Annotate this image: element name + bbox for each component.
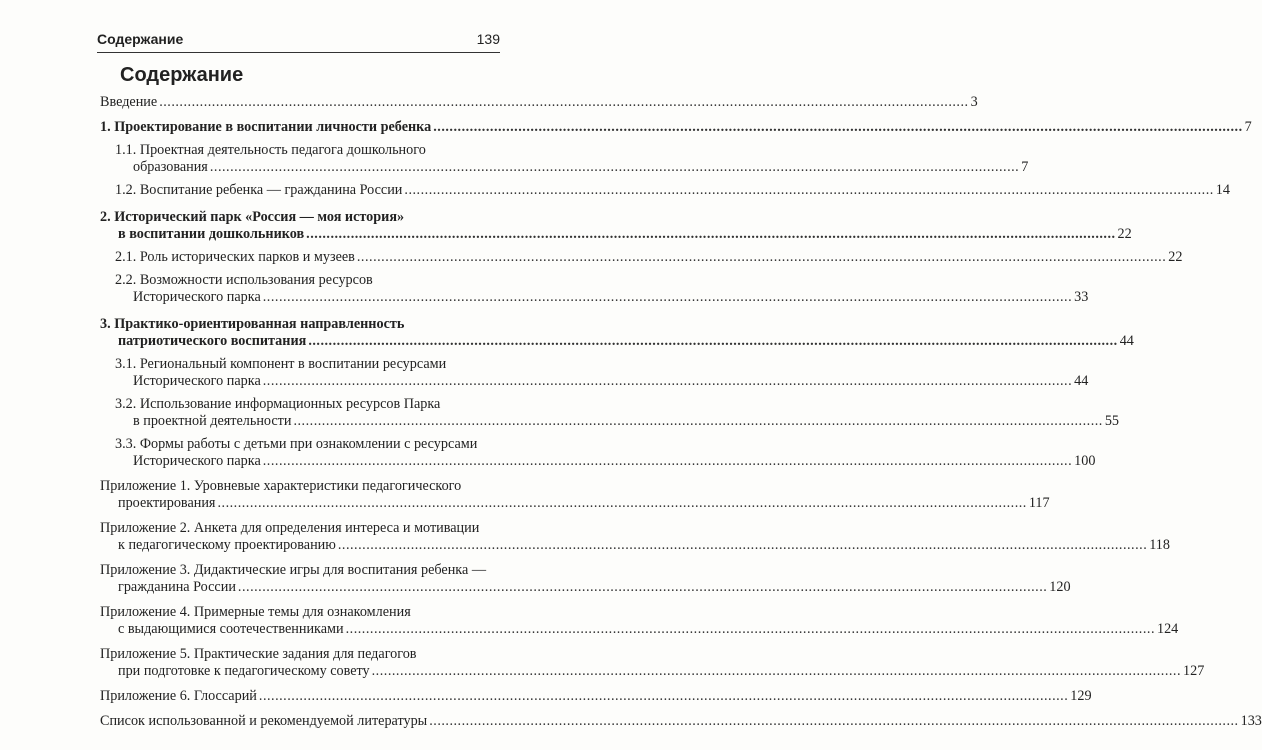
toc-entry-title: 3.3. Формы работы с детьми при ознакомлении с ресурсами: [115, 436, 478, 452]
toc-entry-page-number: 129: [1070, 688, 1092, 704]
toc-entry-title: 3.2. Использование информационных ресурсов Парка: [115, 396, 441, 412]
dot-leader: ........................................................................................................................................................................................................: [356, 249, 1167, 265]
toc-entry-page-number: 117: [1028, 495, 1050, 511]
dot-leader: ........................................................................................................................................................................................................: [371, 663, 1181, 679]
toc-entry-title: Приложение 6. Глоссарий: [100, 688, 257, 704]
toc-heading: Содержание: [120, 64, 244, 86]
toc-entry-page-number: 120: [1049, 579, 1071, 595]
toc-entry[interactable]: [115, 182, 1230, 199]
toc-entry[interactable]: [100, 520, 1170, 554]
toc-entry[interactable]: [100, 478, 1050, 512]
toc-entry[interactable]: [115, 272, 1089, 306]
dot-leader: ........................................................................................................................................................................................................: [217, 495, 1027, 511]
toc-entry-title: Список использованной и рекомендуемой литературы: [100, 713, 428, 729]
toc-entry-title: 3.1. Региональный компонент в воспитании ресурсами: [115, 356, 447, 372]
toc-entry-page-number: 14: [1215, 182, 1230, 198]
toc-entry-title: 1.2. Воспитание ребенка — гражданина России: [115, 182, 403, 198]
toc-entry-page-number: 3: [970, 94, 978, 110]
toc-entry-page-number: 133: [1240, 713, 1262, 729]
toc-entry-title: Исторического парка: [133, 289, 261, 305]
toc-entry-page-number: 44: [1074, 373, 1089, 389]
toc-entry[interactable]: [100, 713, 1262, 730]
toc-entry-title: в проектной деятельности: [133, 413, 292, 429]
toc-entry[interactable]: [100, 94, 978, 111]
toc-entry-title: Приложение 4. Примерные темы для ознакомления: [100, 604, 411, 620]
dot-leader: ........................................................................................................................................................................................................: [209, 159, 1020, 175]
dot-leader: ........................................................................................................................................................................................................: [308, 333, 1118, 349]
toc-entry[interactable]: [100, 562, 1071, 596]
running-header-title: Содержание: [97, 31, 184, 47]
dot-leader: ........................................................................................................................................................................................................: [237, 579, 1048, 595]
dot-leader: ........................................................................................................................................................................................................: [159, 94, 969, 110]
dot-leader: ........................................................................................................................................................................................................: [345, 621, 1155, 637]
dot-leader: ........................................................................................................................................................................................................: [293, 413, 1103, 429]
toc-entry-title: при подготовке к педагогическому совету: [118, 663, 370, 679]
toc-entry-title: в воспитании дошкольников: [118, 226, 305, 242]
toc-entry-title: Приложение 3. Дидактические игры для воспитания ребенка —: [100, 562, 487, 578]
dot-leader: ........................................................................................................................................................................................................: [433, 119, 1243, 135]
toc-entry-title: 3. Практико-ориентированная направленность: [100, 316, 405, 332]
toc-entry-page-number: 127: [1183, 663, 1205, 679]
toc-entry-title: патриотического воспитания: [118, 333, 307, 349]
toc-entry-title: проектирования: [118, 495, 216, 511]
dot-leader: ........................................................................................................................................................................................................: [404, 182, 1214, 198]
running-header-page-number: 139: [476, 31, 500, 47]
toc-entry[interactable]: [115, 142, 1029, 176]
toc-entry[interactable]: [100, 316, 1134, 350]
toc-entry[interactable]: [100, 646, 1205, 680]
toc-entry-page-number: 7: [1021, 159, 1029, 175]
toc-entry-page-number: 44: [1119, 333, 1134, 349]
dot-leader: ........................................................................................................................................................................................................: [306, 226, 1116, 242]
toc-entry[interactable]: [100, 604, 1179, 638]
toc-entry-title: 2. Исторический парк «Россия — моя история»: [100, 209, 405, 225]
toc-entry-page-number: 124: [1156, 621, 1179, 637]
toc-entry-page-number: 33: [1074, 289, 1089, 305]
toc-entry-title: 1.1. Проектная деятельность педагога дошкольного: [115, 142, 426, 158]
dot-leader: ........................................................................................................................................................................................................: [337, 537, 1148, 553]
toc-entry-title: с выдающимися соотечественниками: [118, 621, 344, 637]
toc-entry-title: к педагогическому проектированию: [118, 537, 336, 553]
toc-entry-title: Приложение 1. Уровневые характеристики педагогического: [100, 478, 462, 494]
toc-entry-title: образования: [133, 159, 208, 175]
toc-entry-title: 2.1. Роль исторических парков и музеев: [115, 249, 355, 265]
toc-entry-title: Введение: [100, 94, 158, 110]
table-of-contents: [100, 94, 1262, 730]
toc-entry-page-number: 22: [1168, 249, 1183, 265]
toc-entry-title: 2.2. Возможности использования ресурсов: [115, 272, 373, 288]
toc-entry-title: Исторического парка: [133, 373, 261, 389]
toc-entry-title: гражданина России: [118, 579, 236, 595]
toc-entry[interactable]: [100, 209, 1132, 243]
toc-entry[interactable]: [115, 436, 1096, 470]
toc-entry-title: Исторического парка: [133, 453, 261, 469]
toc-entry-page-number: 7: [1244, 119, 1252, 135]
toc-entry-page-number: 22: [1117, 226, 1132, 242]
toc-entry-title: 1. Проектирование в воспитании личности ребенка: [100, 119, 432, 135]
toc-entry[interactable]: [115, 396, 1120, 430]
toc-entry[interactable]: [100, 688, 1092, 705]
toc-entry-page-number: 55: [1104, 413, 1120, 429]
toc-entry-page-number: 118: [1149, 537, 1170, 553]
toc-entry-page-number: 100: [1074, 453, 1096, 469]
toc-entry-title: Приложение 2. Анкета для определения интереса и мотивации: [100, 520, 480, 536]
toc-entry[interactable]: [100, 119, 1252, 136]
dot-leader: ........................................................................................................................................................................................................: [262, 373, 1073, 389]
dot-leader: ........................................................................................................................................................................................................: [262, 453, 1073, 469]
dot-leader: ........................................................................................................................................................................................................: [429, 713, 1239, 729]
running-header: [97, 30, 500, 53]
toc-entry[interactable]: [115, 249, 1183, 266]
toc-entry[interactable]: [115, 356, 1089, 390]
dot-leader: ........................................................................................................................................................................................................: [258, 688, 1069, 704]
dot-leader: ........................................................................................................................................................................................................: [262, 289, 1073, 305]
toc-entry-title: Приложение 5. Практические задания для педагогов: [100, 646, 417, 662]
